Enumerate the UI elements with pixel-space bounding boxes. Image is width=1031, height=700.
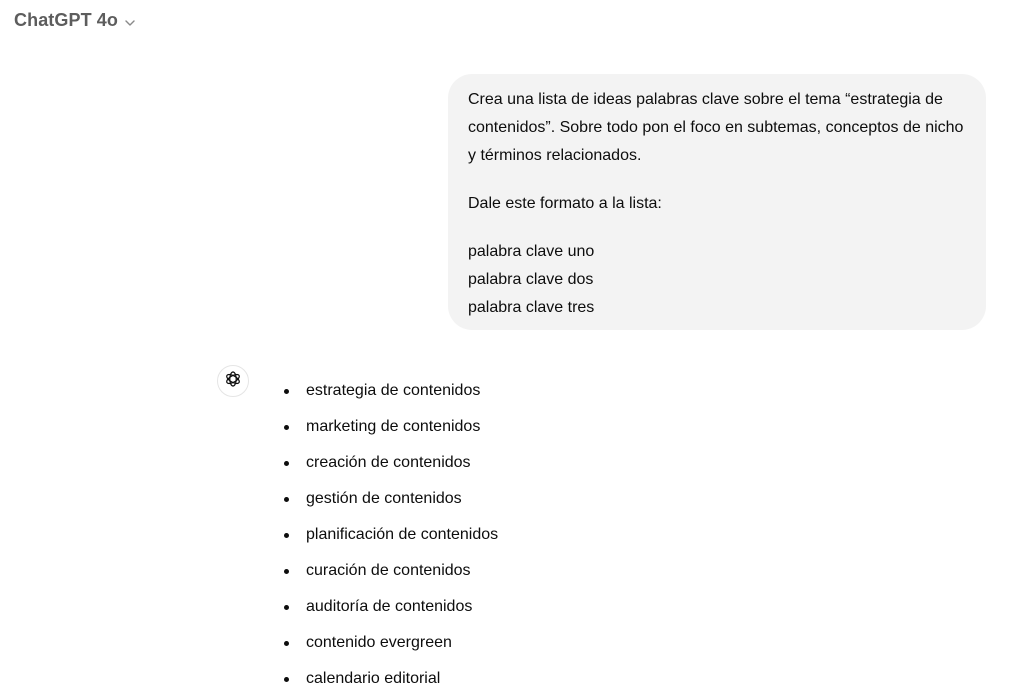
- list-item: [284, 625, 498, 661]
- assistant-avatar: [217, 365, 249, 397]
- list-item: [284, 517, 498, 553]
- list-item-text: creación de contenidos: [306, 454, 471, 471]
- user-message-paragraph: Dale este formato a la lista:: [468, 195, 662, 212]
- chevron-down-icon: [124, 16, 136, 28]
- list-item-text: gestión de contenidos: [306, 490, 462, 507]
- list-item: [284, 553, 498, 589]
- format-line: palabra clave uno: [468, 243, 595, 260]
- format-line: palabra clave tres: [468, 299, 595, 316]
- bullet-icon: [284, 677, 289, 682]
- list-item: [284, 445, 498, 481]
- assistant-keyword-list: [284, 373, 498, 697]
- list-item-text: auditoría de contenidos: [306, 598, 473, 615]
- bullet-icon: [284, 605, 289, 610]
- model-title: ChatGPT 4o: [14, 10, 119, 30]
- user-message-bubble: [448, 74, 986, 330]
- user-message-paragraph: Crea una lista de ideas palabras clave sobre el tema “estrategia de contenidos”. Sobre todo pon el foco en subtemas, conceptos de nicho y términos relacionados.: [468, 91, 964, 164]
- list-item: [284, 373, 498, 409]
- list-item-text: curación de contenidos: [306, 562, 471, 579]
- bullet-icon: [284, 569, 289, 574]
- model-selector[interactable]: [14, 10, 136, 31]
- openai-logo-icon: [223, 369, 243, 394]
- bullet-icon: [284, 641, 289, 646]
- list-item-text: planificación de contenidos: [306, 526, 499, 543]
- list-item: [284, 589, 498, 625]
- user-message-format: [468, 238, 966, 322]
- list-item-text: calendario editorial: [306, 670, 441, 687]
- list-item-text: estrategia de contenidos: [306, 382, 481, 399]
- list-item-text: contenido evergreen: [306, 634, 452, 651]
- list-item: [284, 409, 498, 445]
- bullet-icon: [284, 461, 289, 466]
- bullet-icon: [284, 425, 289, 430]
- format-line: palabra clave dos: [468, 271, 594, 288]
- list-item-text: marketing de contenidos: [306, 418, 481, 435]
- bullet-icon: [284, 389, 289, 394]
- bullet-icon: [284, 497, 289, 502]
- list-item: [284, 661, 498, 697]
- bullet-icon: [284, 533, 289, 538]
- list-item: [284, 481, 498, 517]
